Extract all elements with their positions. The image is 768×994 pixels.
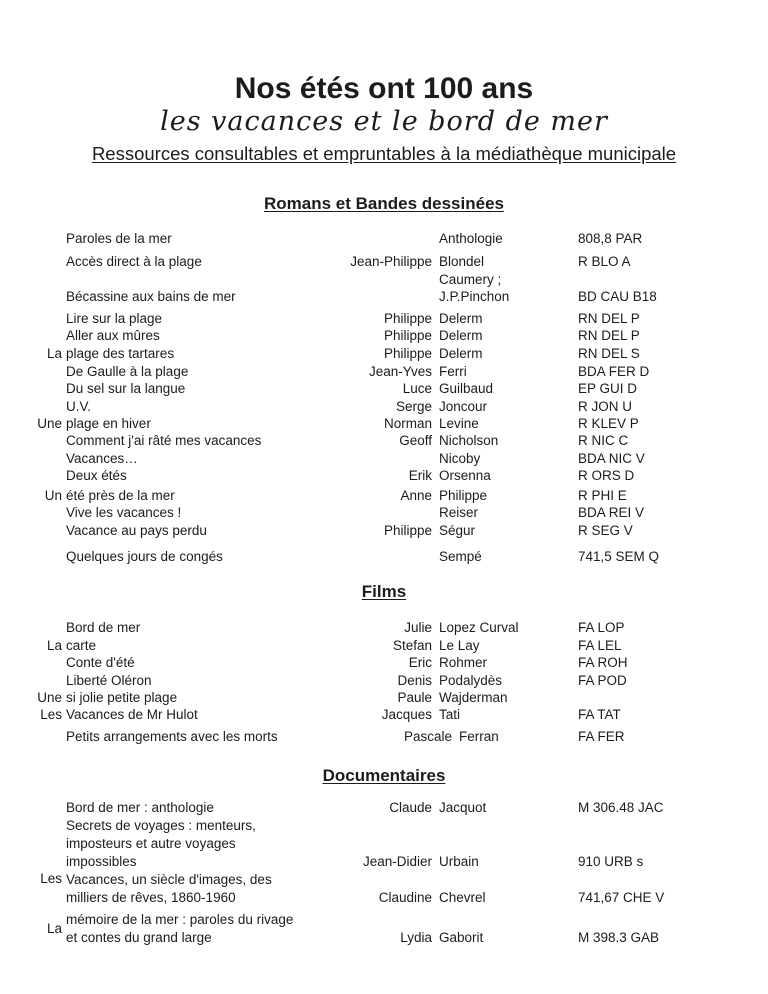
row-title: Vacances de Mr Hulot	[66, 707, 198, 723]
row-call-number: FA TAT	[578, 707, 621, 723]
row-title: Bord de mer	[66, 620, 141, 636]
row-title: Petits arrangements avec les morts	[66, 728, 278, 744]
row-author-firstname: Claudine	[378, 890, 432, 906]
row-title: Deux étés	[66, 468, 127, 484]
row-article: La	[46, 346, 62, 362]
row-author-lastname: Ségur	[439, 522, 476, 538]
row-author-lastname: Levine	[439, 416, 479, 432]
row-call-number: RN DEL P	[578, 328, 640, 344]
row-title: plage en hiver	[66, 416, 151, 432]
row-title-line: mémoire de la mer : paroles du rivage	[66, 912, 294, 928]
table-row	[30, 398, 748, 415]
row-call-number: 808,8 PAR	[578, 231, 643, 246]
row-call-number: R KLEV P	[578, 416, 639, 432]
row-author-firstname: Jacques	[381, 707, 432, 723]
row-call-number: R PHI E	[578, 487, 627, 503]
row-author-lastname: Podalydès	[439, 672, 503, 688]
row-article: Les	[40, 707, 62, 723]
row-author-firstname: Geoff	[399, 433, 432, 449]
row-author-firstname: Jean-Yves	[368, 363, 432, 379]
row-author-lastname: Rohmer	[439, 655, 488, 671]
row-call-number: EP GUI D	[578, 381, 638, 397]
row-call-number: R NIC C	[578, 433, 629, 449]
table-row	[30, 548, 748, 565]
row-author-lastname: J.P.Pinchon	[439, 289, 510, 305]
row-title: Liberté Oléron	[66, 672, 152, 688]
table-row	[30, 271, 748, 288]
document-title: Nos étés ont 100 ans	[234, 72, 534, 105]
table-row	[30, 637, 748, 654]
section-heading: Films	[361, 582, 407, 602]
row-call-number: FA LOP	[578, 620, 625, 636]
section-romans-et-bandes-dessinees	[0, 193, 768, 565]
row-call-number: 741,5 SEM Q	[578, 548, 660, 564]
row-title: si jolie petite plage	[66, 689, 178, 705]
row-author-lastname: Chevrel	[439, 890, 486, 906]
table-row	[30, 450, 748, 467]
row-title: carte	[66, 637, 97, 653]
row-article: La	[46, 921, 62, 937]
row-title: Aller aux mûres	[66, 328, 160, 344]
row-call-number: R BLO A	[578, 254, 631, 270]
row-title: Bord de mer : anthologie	[66, 800, 214, 816]
row-author-firstname: Eric	[408, 655, 432, 671]
row-title: U.V.	[66, 398, 92, 414]
row-call-number: BDA REI V	[578, 505, 645, 521]
row-author-firstname: Stefan	[392, 637, 432, 653]
table-row	[30, 363, 748, 380]
row-author-firstname: Luce	[402, 381, 432, 397]
row-author-lastname: Ferran	[459, 728, 499, 744]
row-call-number: RN DEL S	[578, 346, 640, 362]
row-call-number: RN DEL P	[578, 310, 640, 326]
row-title: Conte d'été	[66, 655, 135, 671]
document-subtitle: les vacances et le bord de mer	[160, 106, 608, 137]
row-call-number: 910 URB s	[578, 854, 644, 870]
row-title-line: Vacances, un siècle d'images, des	[66, 872, 272, 888]
row-call-number: FA POD	[578, 672, 627, 688]
row-author-lastname: Anthologie	[439, 231, 503, 246]
row-call-number: FA FER	[578, 728, 625, 744]
table-row	[30, 522, 748, 539]
row-author-firstname: Philippe	[383, 328, 432, 344]
row-author-lastname: Caumery ;	[439, 271, 502, 287]
row-title: Vacance au pays perdu	[66, 522, 207, 538]
row-author-lastname: Sempé	[439, 548, 482, 564]
table-row	[30, 817, 748, 871]
row-author-lastname: Delerm	[439, 328, 483, 344]
row-title: Bécassine aux bains de mer	[66, 289, 236, 305]
row-author-lastname: Gaborit	[439, 930, 484, 946]
table-row	[30, 911, 748, 947]
row-title	[66, 817, 331, 871]
row-call-number: R JON U	[578, 398, 632, 414]
row-author-lastname: Guilbaud	[439, 381, 494, 397]
section-heading: Romans et Bandes dessinées	[264, 194, 504, 213]
row-author-lastname: Ferri	[439, 363, 467, 379]
table-row	[30, 728, 748, 745]
row-author-firstname: Denis	[397, 672, 432, 688]
row-author-firstname: Paule	[397, 689, 432, 705]
table-row	[30, 504, 748, 521]
row-call-number: R SEG V	[578, 522, 633, 538]
table-row	[30, 310, 748, 327]
table-row	[30, 706, 748, 723]
row-author-lastname: Wajderman	[439, 689, 508, 705]
row-author-lastname: Delerm	[439, 346, 483, 362]
row-author-lastname: Nicoby	[439, 450, 481, 466]
row-author-firstname: Claude	[389, 800, 432, 816]
row-author-firstname: Lydia	[400, 930, 432, 946]
row-title: été près de la mer	[66, 487, 175, 503]
row-author-lastname: Reiser	[439, 505, 479, 521]
row-author-firstname: Jean-Philippe	[350, 254, 432, 270]
table-row	[30, 253, 748, 270]
row-title: plage des tartares	[66, 346, 175, 362]
row-author-lastname: Le Lay	[439, 637, 480, 653]
row-call-number: BD CAU B18	[578, 289, 657, 305]
section-rows	[30, 799, 748, 947]
row-title	[66, 911, 331, 947]
table-row	[30, 345, 748, 362]
row-author-lastname: Jacquot	[439, 800, 487, 816]
row-title-line: milliers de rêves, 1860-1960	[66, 890, 236, 906]
row-author-lastname: Tati	[439, 707, 461, 723]
row-author-firstname: Philippe	[383, 522, 432, 538]
row-article: Un	[44, 487, 62, 503]
row-author-firstname: Serge	[395, 398, 432, 414]
table-row	[30, 432, 748, 449]
table-row	[30, 799, 748, 817]
section-heading: Documentaires	[322, 766, 446, 786]
row-author-firstname: Philippe	[383, 346, 432, 362]
row-title-line: Secrets de voyages : menteurs,	[66, 818, 256, 834]
row-title: Accès direct à la plage	[66, 254, 202, 270]
row-call-number: R ORS D	[578, 468, 635, 484]
table-row	[30, 415, 748, 432]
row-call-number: BDA NIC V	[578, 450, 645, 466]
row-title: De Gaulle à la plage	[66, 363, 189, 379]
row-author-firstname: Jean-Didier	[362, 854, 432, 870]
row-article: Les	[40, 871, 62, 887]
row-title-line: impossibles	[66, 854, 137, 870]
section-rows	[30, 619, 748, 745]
sections-container	[0, 193, 768, 947]
row-title: Paroles de la mer	[66, 231, 172, 246]
row-author-firstname: Anne	[400, 487, 432, 503]
row-title: Comment j'ai râté mes vacances	[66, 433, 262, 449]
row-title: Du sel sur la langue	[66, 381, 186, 397]
row-call-number: 741,67 CHE V	[578, 890, 665, 906]
row-author-lastname: Lopez Curval	[439, 620, 519, 636]
table-row	[30, 487, 748, 504]
row-article: La	[46, 637, 62, 653]
row-author-lastname: Delerm	[439, 310, 483, 326]
row-author-lastname: Joncour	[439, 398, 488, 414]
table-row	[30, 871, 748, 907]
row-author-lastname: Blondel	[439, 254, 485, 270]
row-title-line: imposteurs et autre voyages	[66, 836, 236, 852]
row-author-lastname: Urbain	[439, 854, 479, 870]
row-title: Vive les vacances !	[66, 505, 182, 521]
row-title	[66, 871, 331, 907]
row-author-firstname: Pascale	[403, 728, 452, 744]
row-author-firstname: Philippe	[383, 310, 432, 326]
row-author-firstname: Julie	[404, 620, 432, 636]
row-call-number: FA ROH	[578, 655, 628, 671]
row-call-number: M 398.3 GAB	[578, 930, 660, 946]
section-films	[0, 581, 768, 745]
row-author-firstname: Erik	[408, 468, 432, 484]
row-title: Lire sur la plage	[66, 310, 163, 326]
table-row	[30, 619, 748, 636]
table-row	[30, 467, 748, 484]
table-row	[30, 288, 748, 305]
section-rows	[30, 230, 748, 565]
document-tagline: Ressources consultables et empruntables à la médiathèque municipale	[91, 143, 677, 164]
row-title: Quelques jours de congés	[66, 548, 223, 564]
row-call-number: M 306.48 JAC	[578, 800, 664, 816]
table-row	[30, 654, 748, 671]
table-row	[30, 689, 748, 706]
table-row	[30, 230, 748, 247]
row-article: Une	[37, 416, 62, 432]
row-author-lastname: Philippe	[439, 487, 488, 503]
table-row	[30, 380, 748, 397]
row-title: Vacances…	[66, 450, 138, 466]
row-author-lastname: Nicholson	[439, 433, 499, 449]
row-call-number: FA LEL	[578, 637, 622, 653]
section-documentaires	[0, 765, 768, 947]
table-row	[30, 672, 748, 689]
row-author-firstname: Norman	[383, 416, 432, 432]
row-article: Une	[37, 689, 62, 705]
row-call-number: BDA FER D	[578, 363, 650, 379]
row-title-line: et contes du grand large	[66, 930, 212, 946]
row-author-lastname: Orsenna	[439, 468, 491, 484]
table-row	[30, 327, 748, 344]
